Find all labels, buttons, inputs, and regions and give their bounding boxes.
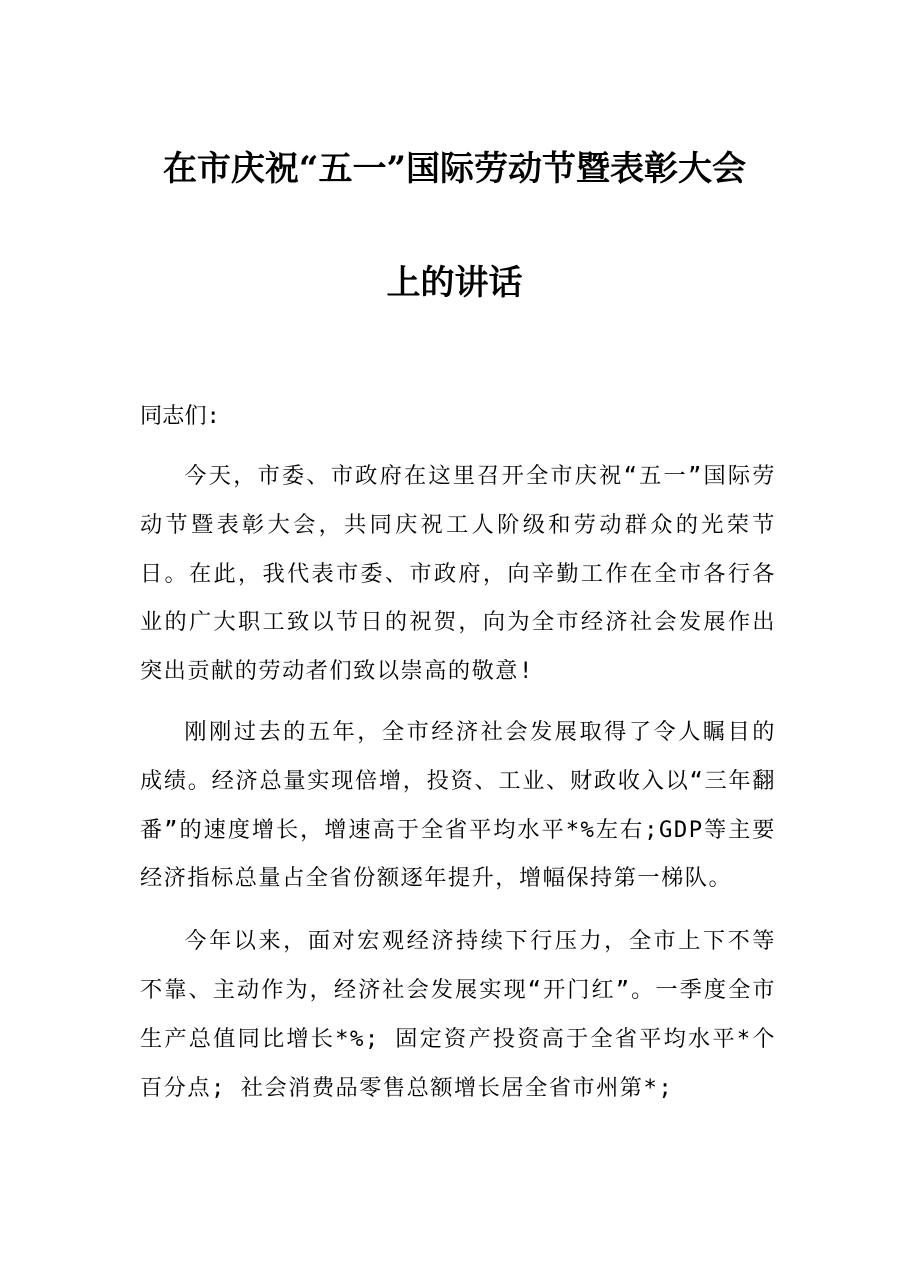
document-body <box>140 392 776 1112</box>
paragraph-3: 今年以来，面对宏观经济持续下行压力，全市上下不等不靠、主动作为，经济社会发展实现“开门红”。一季度全市生产总值同比增长*%; 固定资产投资高于全省平均水平*个百分点; 社会消费品零售总额增长居全省市州第*; <box>140 928 776 1101</box>
salutation: 同志们: <box>140 403 220 429</box>
title-line-2: 上的讲话 <box>386 263 523 303</box>
paragraph-2: 刚刚过去的五年，全市经济社会发展取得了令人瞩目的成绩。经济总量实现倍增，投资、工业、财政收入以“三年翻番”的速度增长，增速高于全省平均水平*%左右;GDP等主要经济指标总量占全省份额逐年提升，增幅保持第一梯队。 <box>140 718 776 892</box>
document-title <box>0 140 909 312</box>
title-line-1: 在市庆祝“五一”国际劳动节暨表彰大会 <box>162 149 747 189</box>
paragraph-1: 今天，市委、市政府在这里召开全市庆祝“五一”国际劳动节暨表彰大会，共同庆祝工人阶级和劳动群众的光荣节日。在此，我代表市委、市政府，向辛勤工作在全市各行各业的广大职工致以节日的祝贺，向为全市经济社会发展作出突出贡献的劳动者们致以崇高的敬意! <box>140 463 776 685</box>
